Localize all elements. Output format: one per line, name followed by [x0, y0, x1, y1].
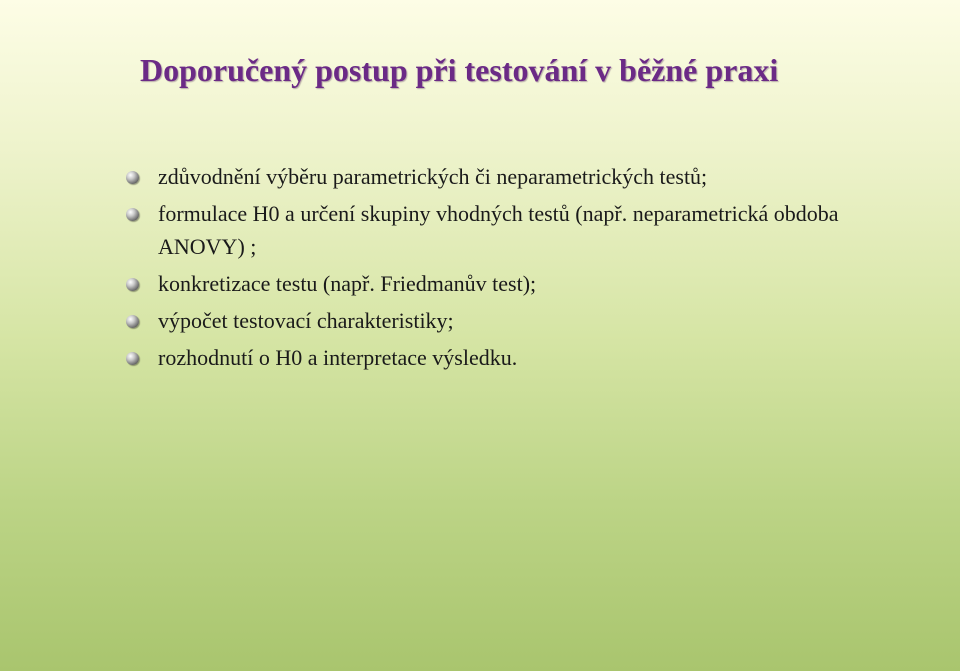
- list-item-text: formulace H0 a určení skupiny vhodných testů (např. neparametrická obdoba ANOVY) ;: [158, 201, 839, 259]
- bullet-sphere-icon: [126, 208, 139, 221]
- list-item: [124, 160, 924, 193]
- list-item-text: výpočet testovací charakteristiky;: [158, 308, 454, 333]
- bullet-sphere-icon: [126, 352, 139, 365]
- list-item: [124, 197, 924, 263]
- bullet-sphere-icon: [126, 171, 139, 184]
- list-item-text: zdůvodnění výběru parametrických či neparametrických testů;: [158, 164, 708, 189]
- list-item-text: rozhodnutí o H0 a interpretace výsledku.: [158, 345, 518, 370]
- bullet-list: [124, 160, 924, 378]
- list-item: [124, 304, 924, 337]
- list-item: [124, 341, 924, 374]
- bullet-sphere-icon: [126, 278, 139, 291]
- bullet-sphere-icon: [126, 315, 139, 328]
- list-item-text: konkretizace testu (např. Friedmanův test);: [158, 271, 537, 296]
- slide-title: Doporučený postup při testování v běžné praxi: [140, 52, 779, 88]
- list-item: [124, 267, 924, 300]
